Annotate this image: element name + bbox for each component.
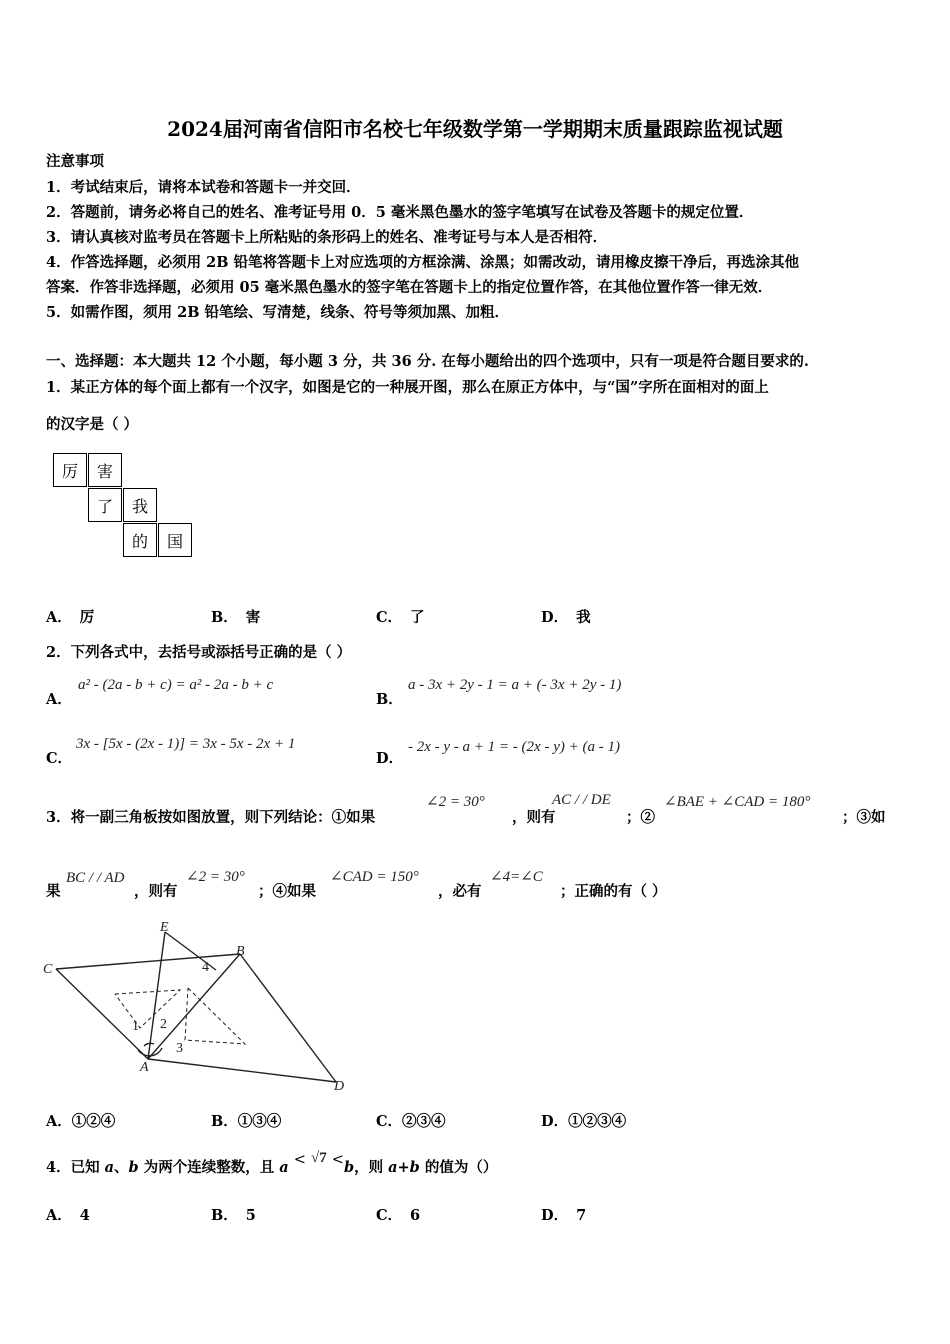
q4-option-b[interactable]: B． 5 (211, 1207, 256, 1224)
q3-option-c[interactable]: C．②③④ (376, 1113, 446, 1130)
q2-option-c-label[interactable]: C． (46, 750, 73, 767)
notice-item: 4．作答选择题，必须用 2B 铅笔将答题卡上对应选项的方框涂满、涂黑；如需改动，请用橡皮擦干净后，再选涂其他 (46, 254, 800, 271)
notice-heading: 注意事项 (46, 153, 104, 170)
notice-item: 2．答题前，请务必将自己的姓名、准考证号用 0．5 毫米黑色墨水的签字笔填写在试卷及答题卡的规定位置． (46, 204, 754, 221)
q4-option-a[interactable]: A． 4 (46, 1207, 90, 1224)
line-ad (148, 1059, 336, 1082)
label-3: 3 (176, 1041, 183, 1056)
triangle-figure (40, 918, 370, 1098)
q4-stem: 4．已知 a、b 为两个连续整数，且 a < √7 <b，则 a+b 的值为（） (46, 1150, 498, 1176)
label-e: E (160, 920, 169, 935)
q1-stem-line2: 的汉字是（ ） (46, 416, 139, 433)
q4-option-c[interactable]: C． 6 (376, 1207, 421, 1224)
q3-math: ∠4=∠C (490, 869, 543, 885)
label-a: A (140, 1060, 149, 1075)
q3-option-a[interactable]: A．①②④ (46, 1113, 116, 1130)
label-4: 4 (202, 960, 209, 975)
q3-option-b[interactable]: B．①③④ (211, 1113, 282, 1130)
label-c: C (43, 962, 53, 977)
q2-option-b-expr: a - 3x + 2y - 1 = a + (- 3x + 2y - 1) (408, 677, 622, 693)
q2-option-d-label[interactable]: D． (376, 750, 404, 767)
net-cell: 了 (88, 488, 122, 522)
q3-math: ∠2 = 30° (186, 869, 245, 885)
q3-text: ；正确的有（ ） (560, 883, 667, 900)
net-cell: 厉 (53, 453, 87, 487)
notice-item: 5．如需作图，须用 2B 铅笔绘、写清楚，线条、符号等须加黑、加粗． (46, 304, 510, 321)
line-bd (240, 954, 336, 1082)
q2-option-a-label[interactable]: A． (46, 691, 72, 708)
label-1: 1 (132, 1019, 139, 1034)
net-cell: 害 (88, 453, 122, 487)
q3-text: ，则有 (134, 883, 178, 900)
net-cell: 我 (123, 488, 157, 522)
q3-math: ∠BAE + ∠CAD = 180° (664, 794, 811, 810)
q1-option-d[interactable]: D． 我 (541, 609, 591, 626)
q1-option-b[interactable]: B． 害 (211, 609, 261, 626)
label-b: B (236, 944, 245, 959)
line-ca (56, 969, 148, 1059)
notice-item: 3．请认真核对监考员在答题卡上所粘贴的条形码上的姓名、准考证号与本人是否相符． (46, 229, 608, 246)
q3-text: ；② (626, 809, 655, 826)
q3-option-d[interactable]: D．①②③④ (541, 1113, 627, 1130)
q2-option-b-label[interactable]: B． (376, 691, 403, 708)
sqrt-7: √7 (310, 1150, 327, 1166)
q2-stem: 2．下列各式中，去括号或添括号正确的是（ ） (46, 644, 352, 661)
q3-text: ；④如果 (258, 883, 316, 900)
q2-option-d-expr: - 2x - y - a + 1 = - (2x - y) + (a - 1) (408, 739, 620, 755)
q3-math: ∠2 = 30° (426, 794, 485, 810)
section-heading: 一、选择题：本大题共 12 个小题，每小题 3 分，共 36 分. 在每小题给出的四个选项中，只有一项是符合题目要求的. (46, 353, 809, 370)
q1-stem-line1: 1．某正方体的每个面上都有一个汉字，如图是它的一种展开图，那么在原正方体中，与“国”字所在面相对的面上 (46, 379, 769, 396)
net-cell: 国 (158, 523, 192, 557)
label-2: 2 (160, 1017, 167, 1032)
notice-item: 1．考试结束后，请将本试卷和答题卡一并交回． (46, 179, 361, 196)
q3-text: 3．将一副三角板按如图放置，则下列结论：①如果 (46, 809, 376, 826)
q3-text: ，必有 (438, 883, 482, 900)
q1-option-c[interactable]: C． 了 (376, 609, 425, 626)
q1-option-a[interactable]: A． 厉 (46, 609, 95, 626)
label-d: D (334, 1079, 345, 1094)
page-title: 2024届河南省信阳市名校七年级数学第一学期期末质量跟踪监视试题 (167, 117, 783, 141)
q4-option-d[interactable]: D． 7 (541, 1207, 587, 1224)
line-ab (148, 954, 240, 1059)
q3-math: BC / / AD (66, 870, 125, 886)
q3-math: ∠CAD = 150° (330, 869, 419, 885)
q2-option-c-expr: 3x - [5x - (2x - 1)] = 3x - 5x - 2x + 1 (76, 736, 296, 752)
dashed-triangle (185, 988, 245, 1044)
q3-text: ；③如 (842, 809, 886, 826)
q3-text: 果 (46, 883, 61, 900)
q3-math: AC / / DE (552, 792, 611, 808)
net-cell: 的 (123, 523, 157, 557)
line-ae (148, 932, 165, 1059)
q3-text: ，则有 (512, 809, 556, 826)
dashed-triangle (115, 990, 180, 1028)
angle-arc (144, 1043, 154, 1046)
notice-item: 答案．作答非选择题，必须用 05 毫米黑色墨水的签字笔在答题卡上的指定位置作答，在其他位置作答一律无效． (46, 279, 773, 296)
q2-option-a-expr: a² - (2a - b + c) = a² - 2a - b + c (78, 677, 274, 693)
